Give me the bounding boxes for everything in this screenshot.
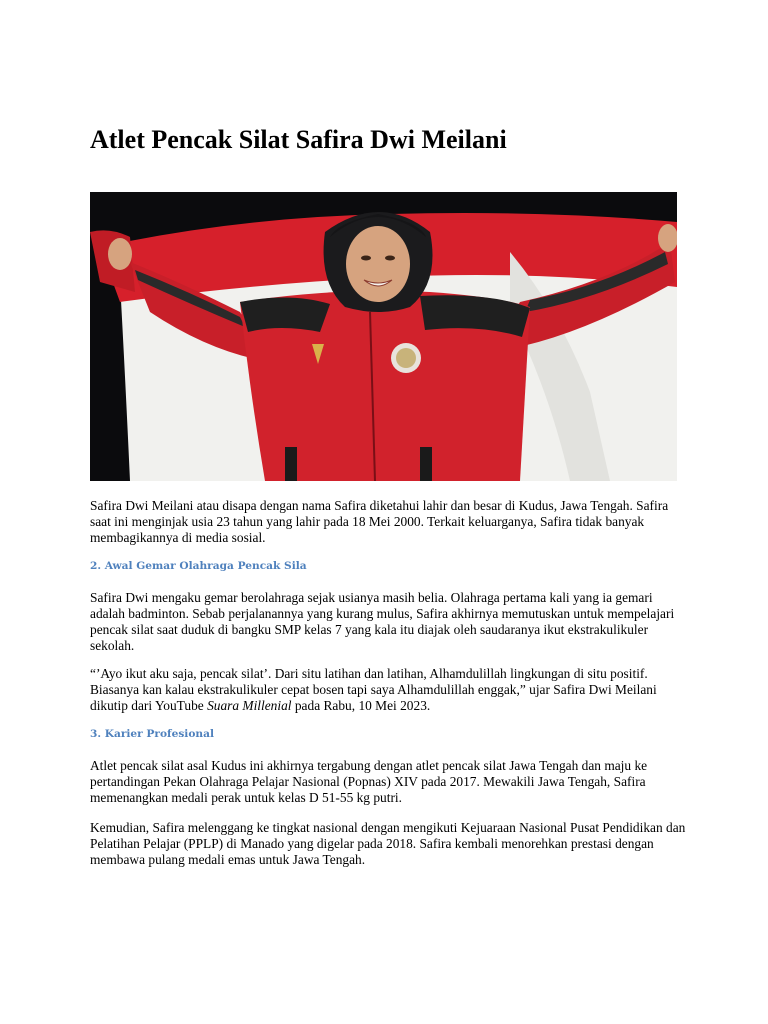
intro-paragraph: Safira Dwi Meilani atau disapa dengan nama Safira diketahui lahir dan besar di Kudus, Jawa Tengah. Safira saat ini menginjak usia 23 tahun yang lahir pada 18 Mei 2000. Terkait keluarganya, Safira tidak banyak membagikannya di media sosial. [90,498,669,545]
athlete-photo [90,192,677,481]
section2-paragraph-1: Safira Dwi mengaku gemar berolahraga sejak usianya masih belia. Olahraga pertama kali yang ia gemari adalah badminton. Sebab perjalanannya yang kurang mulus, Safira akhirnya memutuskan untuk mempelajari pencak silat saat duduk di bangku SMP kelas 7 yang kala itu diajak oleh saudaranya ikut ekstrakulikuler sekolah. [90,590,675,653]
page-title: Atlet Pencak Silat Safira Dwi Meilani [90,125,507,154]
section3-paragraph-1: Atlet pencak silat asal Kudus ini akhirnya tergabung dengan atlet pencak silat Jawa Tengah dan maju ke pertandingan Pekan Olahraga Pelajar Nasional (Popnas) XIV pada 2017. Mewakili Jawa Tengah, Safira memenangkan medali perak untuk kelas D 51-55 kg putri. [90,758,648,805]
quote-date: pada Rabu, 10 Mei 2023. [291,698,431,713]
section-heading-3: 3. Karier Profesional [90,728,214,740]
quote-source: Suara Millenial [207,698,292,713]
quote-text: “’Ayo ikut aku saja, pencak silat’. Dari situ latihan dan latihan, Alhamdulillah lingkungan di situ positif. Biasanya kan kalau ekstrakulikuler cepat bosen tapi saya Alhamdulillah enggak,” ujar Safira Dwi Meilani dikutip dari YouTube [90,666,657,713]
section-heading-2: 2. Awal Gemar Olahraga Pencak Sila [90,560,307,572]
section3-paragraph-2: Kemudian, Safira melenggang ke tingkat nasional dengan mengikuti Kejuaraan Nasional Pusat Pendidikan dan Pelatihan Pelajar (PPLP) di Manado yang digelar pada 2018. Safira kembali menorehkan prestasi dengan membawa pulang medali emas untuk Jawa Tengah. [90,820,686,867]
section2-quote-paragraph [90,666,690,714]
